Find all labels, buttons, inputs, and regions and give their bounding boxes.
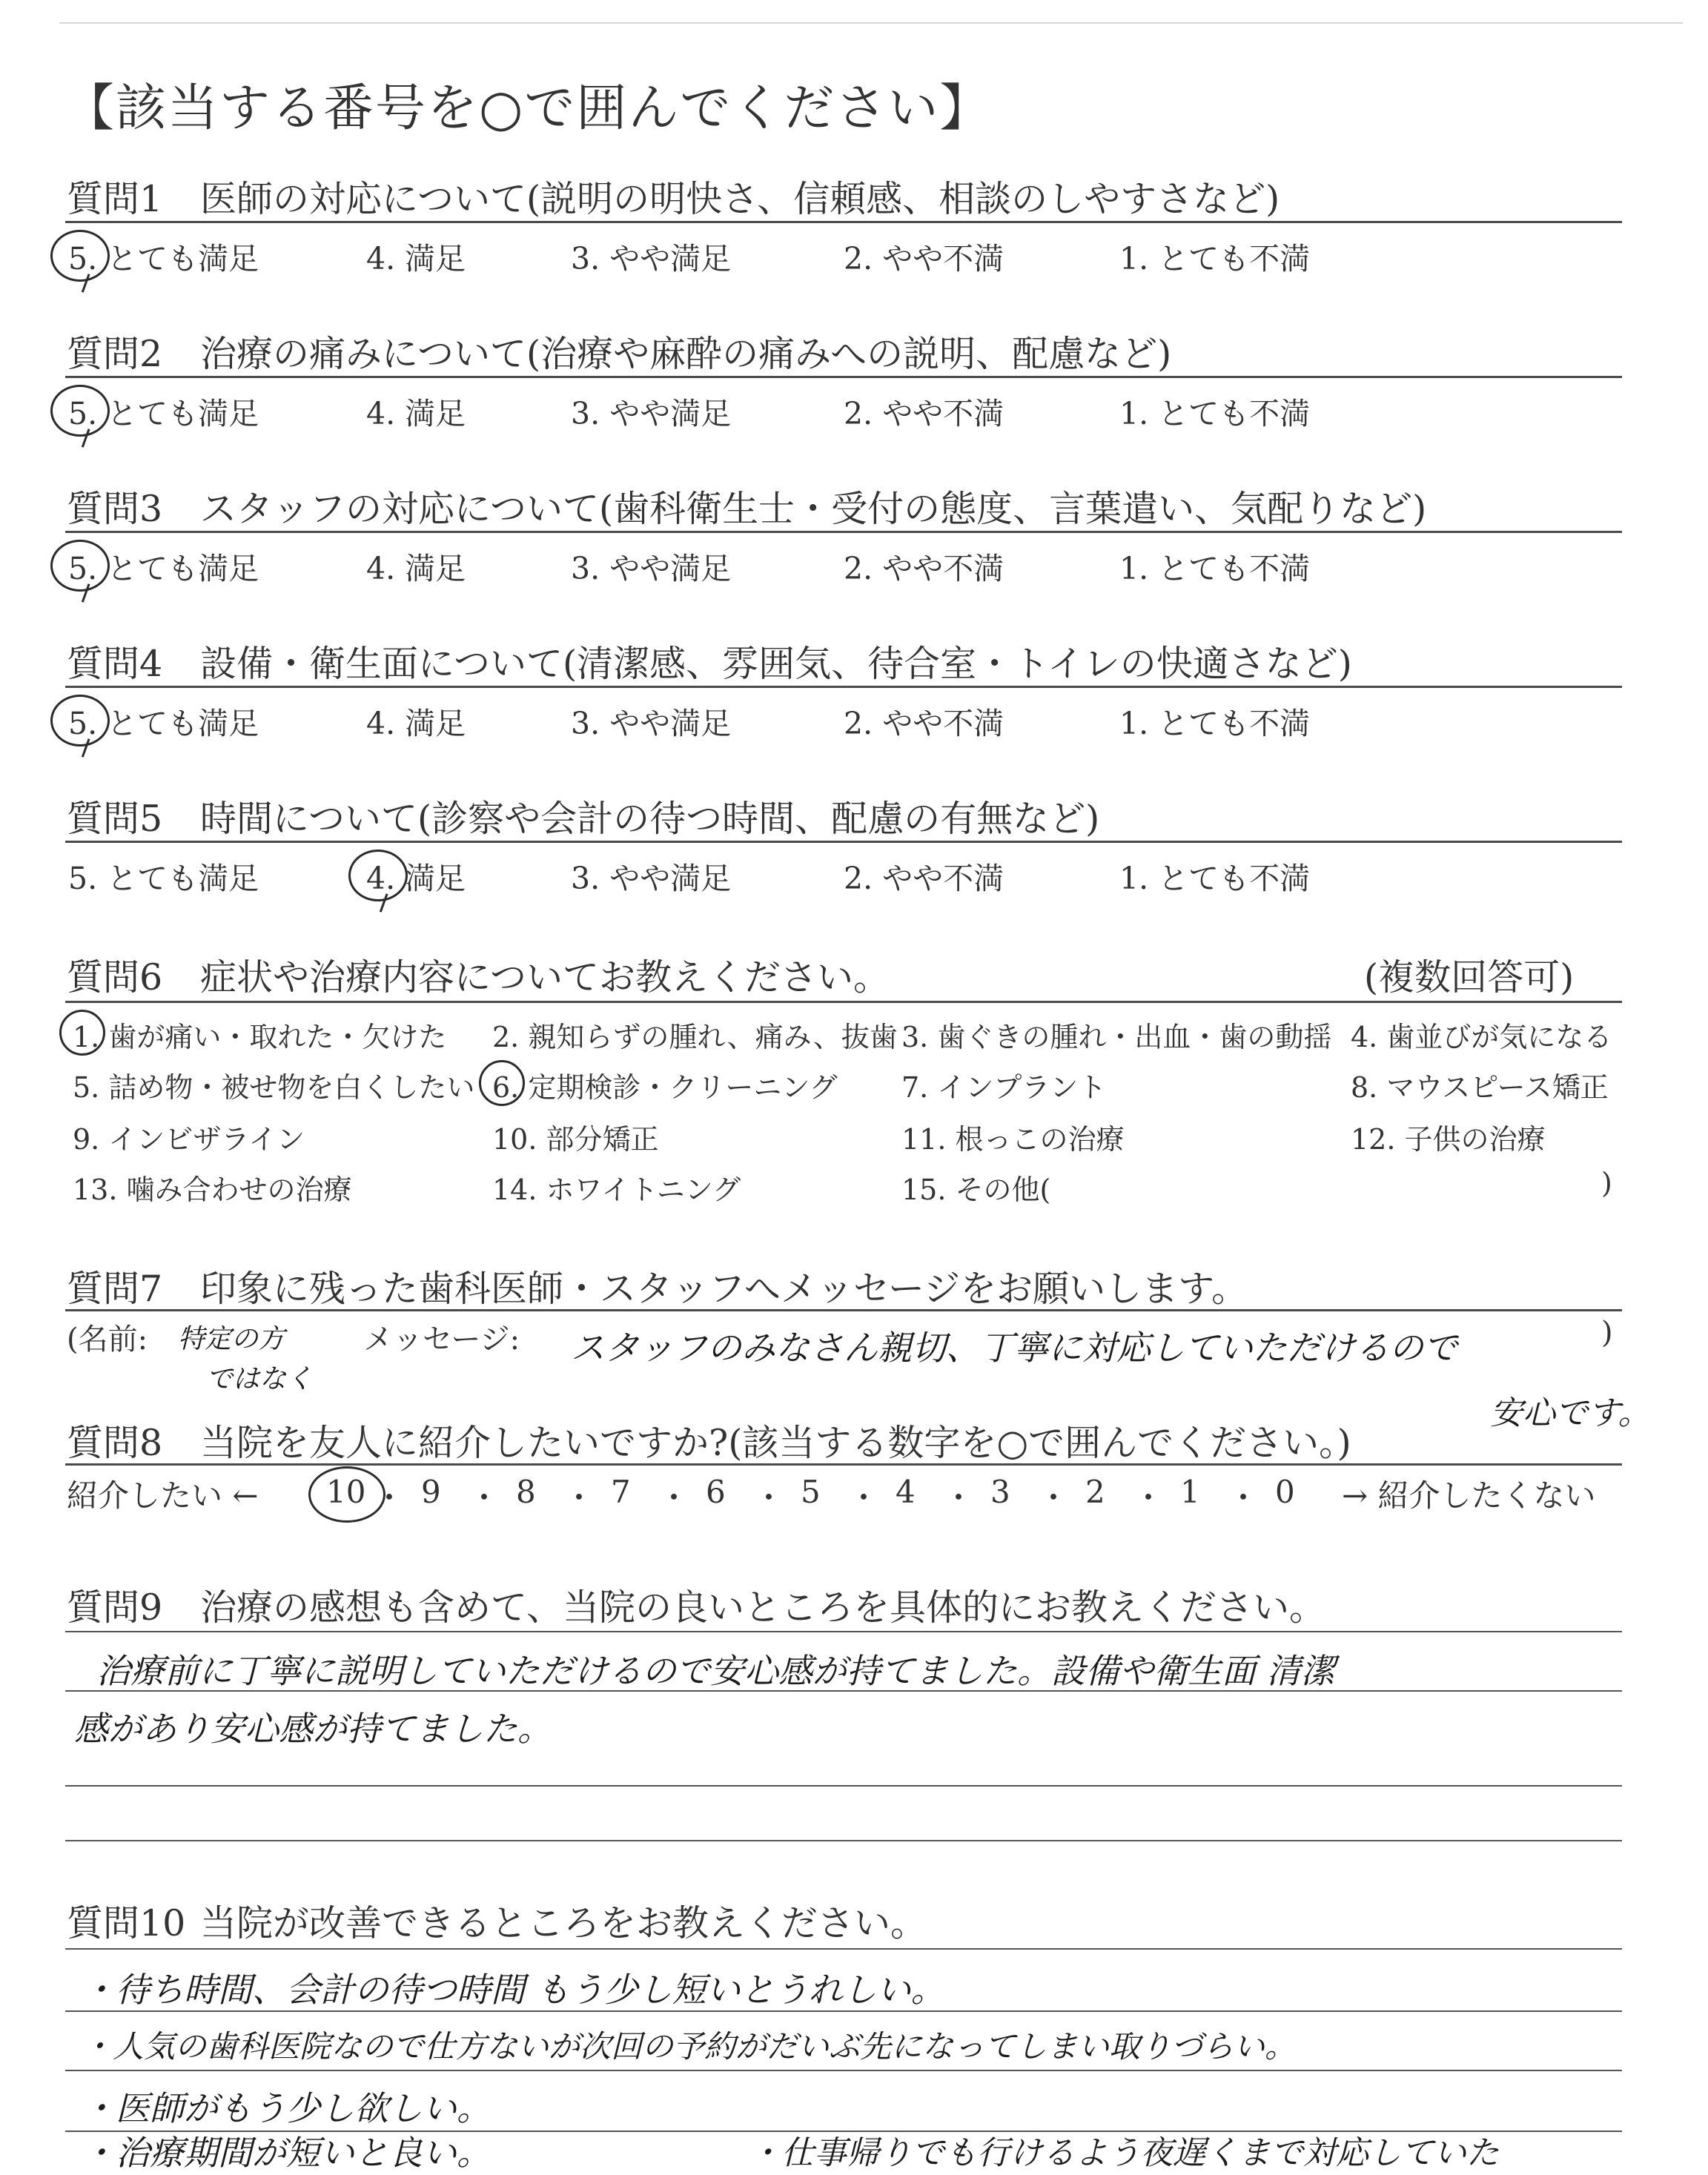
message-label: メッセージ: bbox=[363, 1322, 520, 1357]
rating-option[interactable]: 4. 満足 bbox=[366, 706, 466, 741]
question-number: 質問5 bbox=[67, 798, 163, 840]
rating-option[interactable]: 4. 満足 bbox=[366, 551, 466, 586]
symptom-option[interactable]: 11. 根っこの治療 bbox=[901, 1123, 1125, 1156]
answer-line bbox=[65, 1948, 1622, 1950]
symptom-option[interactable]: 14. ホワイトニング bbox=[492, 1173, 741, 1206]
question-rule bbox=[65, 686, 1622, 688]
symptom-option[interactable]: 7. インプラント bbox=[901, 1071, 1107, 1104]
scale-separator: ・ bbox=[658, 1480, 690, 1516]
scale-number[interactable]: 4 bbox=[896, 1474, 916, 1510]
scale-number[interactable]: 9 bbox=[421, 1474, 441, 1510]
rating-option[interactable]: 3. やや満足 bbox=[571, 706, 732, 741]
scale-separator: ・ bbox=[1038, 1480, 1070, 1516]
rating-option[interactable]: 2. やや不満 bbox=[844, 241, 1004, 277]
rating-option[interactable]: 5. とても満足 bbox=[68, 241, 259, 277]
scale-separator: ・ bbox=[753, 1480, 785, 1516]
selection-circle bbox=[50, 385, 110, 437]
scale-number[interactable]: 3 bbox=[990, 1474, 1010, 1510]
selection-circle bbox=[59, 1010, 105, 1056]
rating-option[interactable]: 5. とても満足 bbox=[68, 396, 259, 431]
question-text: 症状や治療内容についてお教えください。 bbox=[200, 956, 890, 999]
question-6-heading bbox=[67, 949, 890, 1001]
answer-line bbox=[65, 1631, 1622, 1632]
symptom-option[interactable]: 10. 部分矯正 bbox=[492, 1123, 659, 1156]
symptom-option[interactable]: 3. 歯ぐきの腫れ・出血・歯の動揺 bbox=[901, 1021, 1332, 1053]
recommend-left-label: 紹介したい ← bbox=[67, 1477, 259, 1514]
answer-line bbox=[65, 1840, 1622, 1841]
rating-option[interactable]: 1. とても不満 bbox=[1119, 396, 1311, 431]
close-paren: ) bbox=[1601, 1316, 1613, 1350]
symptom-option: ) bbox=[1601, 1167, 1612, 1199]
scale-number[interactable]: 8 bbox=[516, 1474, 536, 1510]
rating-option[interactable]: 2. やや不満 bbox=[844, 551, 1004, 586]
scale-number[interactable]: 7 bbox=[611, 1474, 631, 1510]
answer-line bbox=[65, 1785, 1622, 1787]
question-rule bbox=[65, 376, 1622, 378]
scale-number[interactable]: 1 bbox=[1180, 1474, 1200, 1510]
symptom-option[interactable]: 1. 歯が痛い・取れた・欠けた bbox=[73, 1021, 447, 1053]
symptom-option[interactable]: 9. インビザライン bbox=[73, 1123, 305, 1156]
question-rule bbox=[65, 531, 1622, 533]
answer-line bbox=[65, 2070, 1622, 2071]
question-8-rule bbox=[65, 1463, 1622, 1466]
scale-separator: ・ bbox=[1228, 1480, 1260, 1516]
question-4-heading bbox=[67, 635, 1352, 687]
question-text: 治療の痛みについて(治療や麻酔の痛みへの説明、配慮など) bbox=[200, 333, 1172, 375]
rating-option[interactable]: 5. とても満足 bbox=[68, 706, 259, 741]
question-text: 時間について(診察や会計の待つ時間、配慮の有無など) bbox=[200, 798, 1100, 840]
rating-option[interactable]: 5. とても満足 bbox=[68, 551, 259, 586]
scale-number[interactable]: 10 bbox=[326, 1474, 366, 1510]
rating-option[interactable]: 4. 満足 bbox=[366, 396, 466, 431]
question-number: 質問3 bbox=[67, 488, 163, 530]
rating-option[interactable]: 3. やや満足 bbox=[571, 241, 732, 277]
q10-answer-line1[interactable]: ・待ち時間、会計の待つ時間 もう少し短いとうれしい。 bbox=[82, 1970, 945, 2010]
symptom-option[interactable]: 15. その他( bbox=[901, 1173, 1051, 1206]
question-7-heading bbox=[67, 1260, 1248, 1312]
question-text: スタッフの対応について(歯科衛生士・受付の態度、言葉遣い、気配りなど) bbox=[200, 488, 1427, 530]
rating-option[interactable]: 1. とても不満 bbox=[1119, 861, 1311, 896]
question-number: 質問4 bbox=[67, 643, 163, 685]
name-value-line2[interactable]: ではなく bbox=[206, 1364, 314, 1394]
rating-option[interactable]: 3. やや満足 bbox=[571, 861, 732, 896]
symptom-option[interactable]: 13. 噛み合わせの治療 bbox=[73, 1173, 352, 1206]
q10-answer-line2[interactable]: ・人気の歯科医院なので仕方ないが次回の予約がだいぶ先になってしまい取りづらい。 bbox=[82, 2028, 1297, 2065]
scale-separator: ・ bbox=[469, 1480, 500, 1516]
symptom-option[interactable]: 4. 歯並びが気になる bbox=[1351, 1021, 1612, 1053]
symptom-option[interactable]: 12. 子供の治療 bbox=[1351, 1123, 1546, 1156]
selection-circle bbox=[50, 230, 110, 282]
multiple-answer-note: (複数回答可) bbox=[1364, 956, 1575, 999]
rating-option[interactable]: 3. やや満足 bbox=[571, 551, 732, 586]
question-rule bbox=[65, 841, 1622, 843]
selection-circle bbox=[50, 540, 110, 592]
scale-separator: ・ bbox=[943, 1480, 975, 1516]
q9-answer-line2[interactable]: 感があり安心感が持てました。 bbox=[74, 1709, 552, 1749]
question-text: 医師の対応について(説明の明快さ、信頼感、相談のしやすさなど) bbox=[200, 178, 1280, 220]
rating-option[interactable]: 2. やや不満 bbox=[844, 706, 1004, 741]
question-text: 設備・衛生面について(清潔感、雰囲気、待合室・トイレの快適さなど) bbox=[200, 643, 1352, 685]
question-10-heading bbox=[67, 1895, 927, 1947]
rating-option[interactable]: 1. とても不満 bbox=[1119, 551, 1311, 586]
selection-circle bbox=[348, 850, 408, 901]
question-8-heading bbox=[67, 1414, 1351, 1466]
rating-option[interactable]: 1. とても不満 bbox=[1119, 706, 1311, 741]
name-value-line1[interactable]: 特定の方 bbox=[178, 1324, 285, 1354]
name-label: (名前: bbox=[67, 1322, 148, 1357]
question-number: 質問1 bbox=[67, 178, 163, 220]
q10-answer-line3[interactable]: ・医師がもう少し欲しい。 bbox=[82, 2088, 491, 2128]
question-text: 当院が改善できるところをお教えください。 bbox=[200, 1902, 927, 1944]
message-value-line2[interactable]: 安心です。 bbox=[1490, 1394, 1651, 1432]
scale-separator: ・ bbox=[1133, 1480, 1165, 1516]
rating-option[interactable]: 3. やや満足 bbox=[571, 396, 732, 431]
rating-option[interactable]: 4. 満足 bbox=[366, 241, 466, 277]
selection-circle bbox=[479, 1060, 525, 1106]
q10-answer-line4a[interactable]: ・治療期間が短いと良い。 bbox=[82, 2133, 491, 2173]
page-title: 【該当する番号を○で囲んでください】 bbox=[64, 79, 992, 138]
question-text: 印象に残った歯科医師・スタッフへメッセージをお願いします。 bbox=[200, 1268, 1248, 1310]
question-9-heading bbox=[67, 1579, 1325, 1631]
question-number: 質問6 bbox=[67, 956, 163, 999]
symptom-option[interactable]: 8. マウスピース矯正 bbox=[1351, 1071, 1609, 1104]
question-5-heading bbox=[67, 790, 1099, 842]
question-rule bbox=[65, 221, 1622, 223]
page-top-rule bbox=[59, 22, 1683, 24]
message-value-line1[interactable]: スタッフのみなさん親切、丁寧に対応していただけるので bbox=[571, 1328, 1457, 1368]
rating-option[interactable]: 1. とても不満 bbox=[1119, 241, 1311, 277]
symptom-option[interactable]: 5. 詰め物・被せ物を白くしたい bbox=[73, 1071, 475, 1104]
question-text: 治療の感想も含めて、当院の良いところを具体的にお教えください。 bbox=[200, 1586, 1326, 1629]
question-text: 当院を友人に紹介したいですか?(該当する数字を○で囲んでください。) bbox=[200, 1422, 1351, 1464]
question-1-heading bbox=[67, 171, 1280, 222]
question-3-heading bbox=[67, 480, 1426, 532]
selection-circle bbox=[50, 695, 110, 746]
question-number: 質問2 bbox=[67, 333, 163, 375]
recommend-right-label: → 紹介したくない bbox=[1342, 1477, 1596, 1514]
q9-answer-line1[interactable]: 治療前に丁寧に説明していただけるので安心感が持てました。設備や衛生面 清潔 bbox=[96, 1651, 1335, 1691]
rating-option[interactable]: 2. やや不満 bbox=[844, 396, 1004, 431]
question-number: 質問7 bbox=[67, 1268, 163, 1310]
rating-option[interactable]: 2. やや不満 bbox=[844, 861, 1004, 896]
scale-number[interactable]: 0 bbox=[1275, 1474, 1295, 1510]
symptom-option[interactable]: 6. 定期検診・クリーニング bbox=[492, 1071, 838, 1104]
question-2-heading bbox=[67, 325, 1171, 377]
question-7-rule bbox=[65, 1309, 1622, 1311]
scale-number[interactable]: 2 bbox=[1085, 1474, 1105, 1510]
scale-separator: ・ bbox=[563, 1480, 595, 1516]
rating-option[interactable]: 5. とても満足 bbox=[68, 861, 259, 896]
question-6-rule bbox=[65, 1001, 1622, 1003]
scale-number[interactable]: 5 bbox=[801, 1474, 821, 1510]
question-number: 質問9 bbox=[67, 1586, 163, 1629]
rating-option[interactable]: 4. 満足 bbox=[366, 861, 466, 896]
question-number: 質問8 bbox=[67, 1422, 163, 1464]
question-number: 質問10 bbox=[67, 1902, 186, 1944]
q10-answer-line4b[interactable]: ・仕事帰りでも行けるよう夜遅くまで対応していた bbox=[749, 2134, 1499, 2172]
scale-number[interactable]: 6 bbox=[706, 1474, 726, 1510]
scale-separator: ・ bbox=[848, 1480, 880, 1516]
scale-separator: ・ bbox=[374, 1480, 406, 1516]
symptom-option[interactable]: 2. 親知らずの腫れ、痛み、抜歯 bbox=[492, 1021, 898, 1053]
